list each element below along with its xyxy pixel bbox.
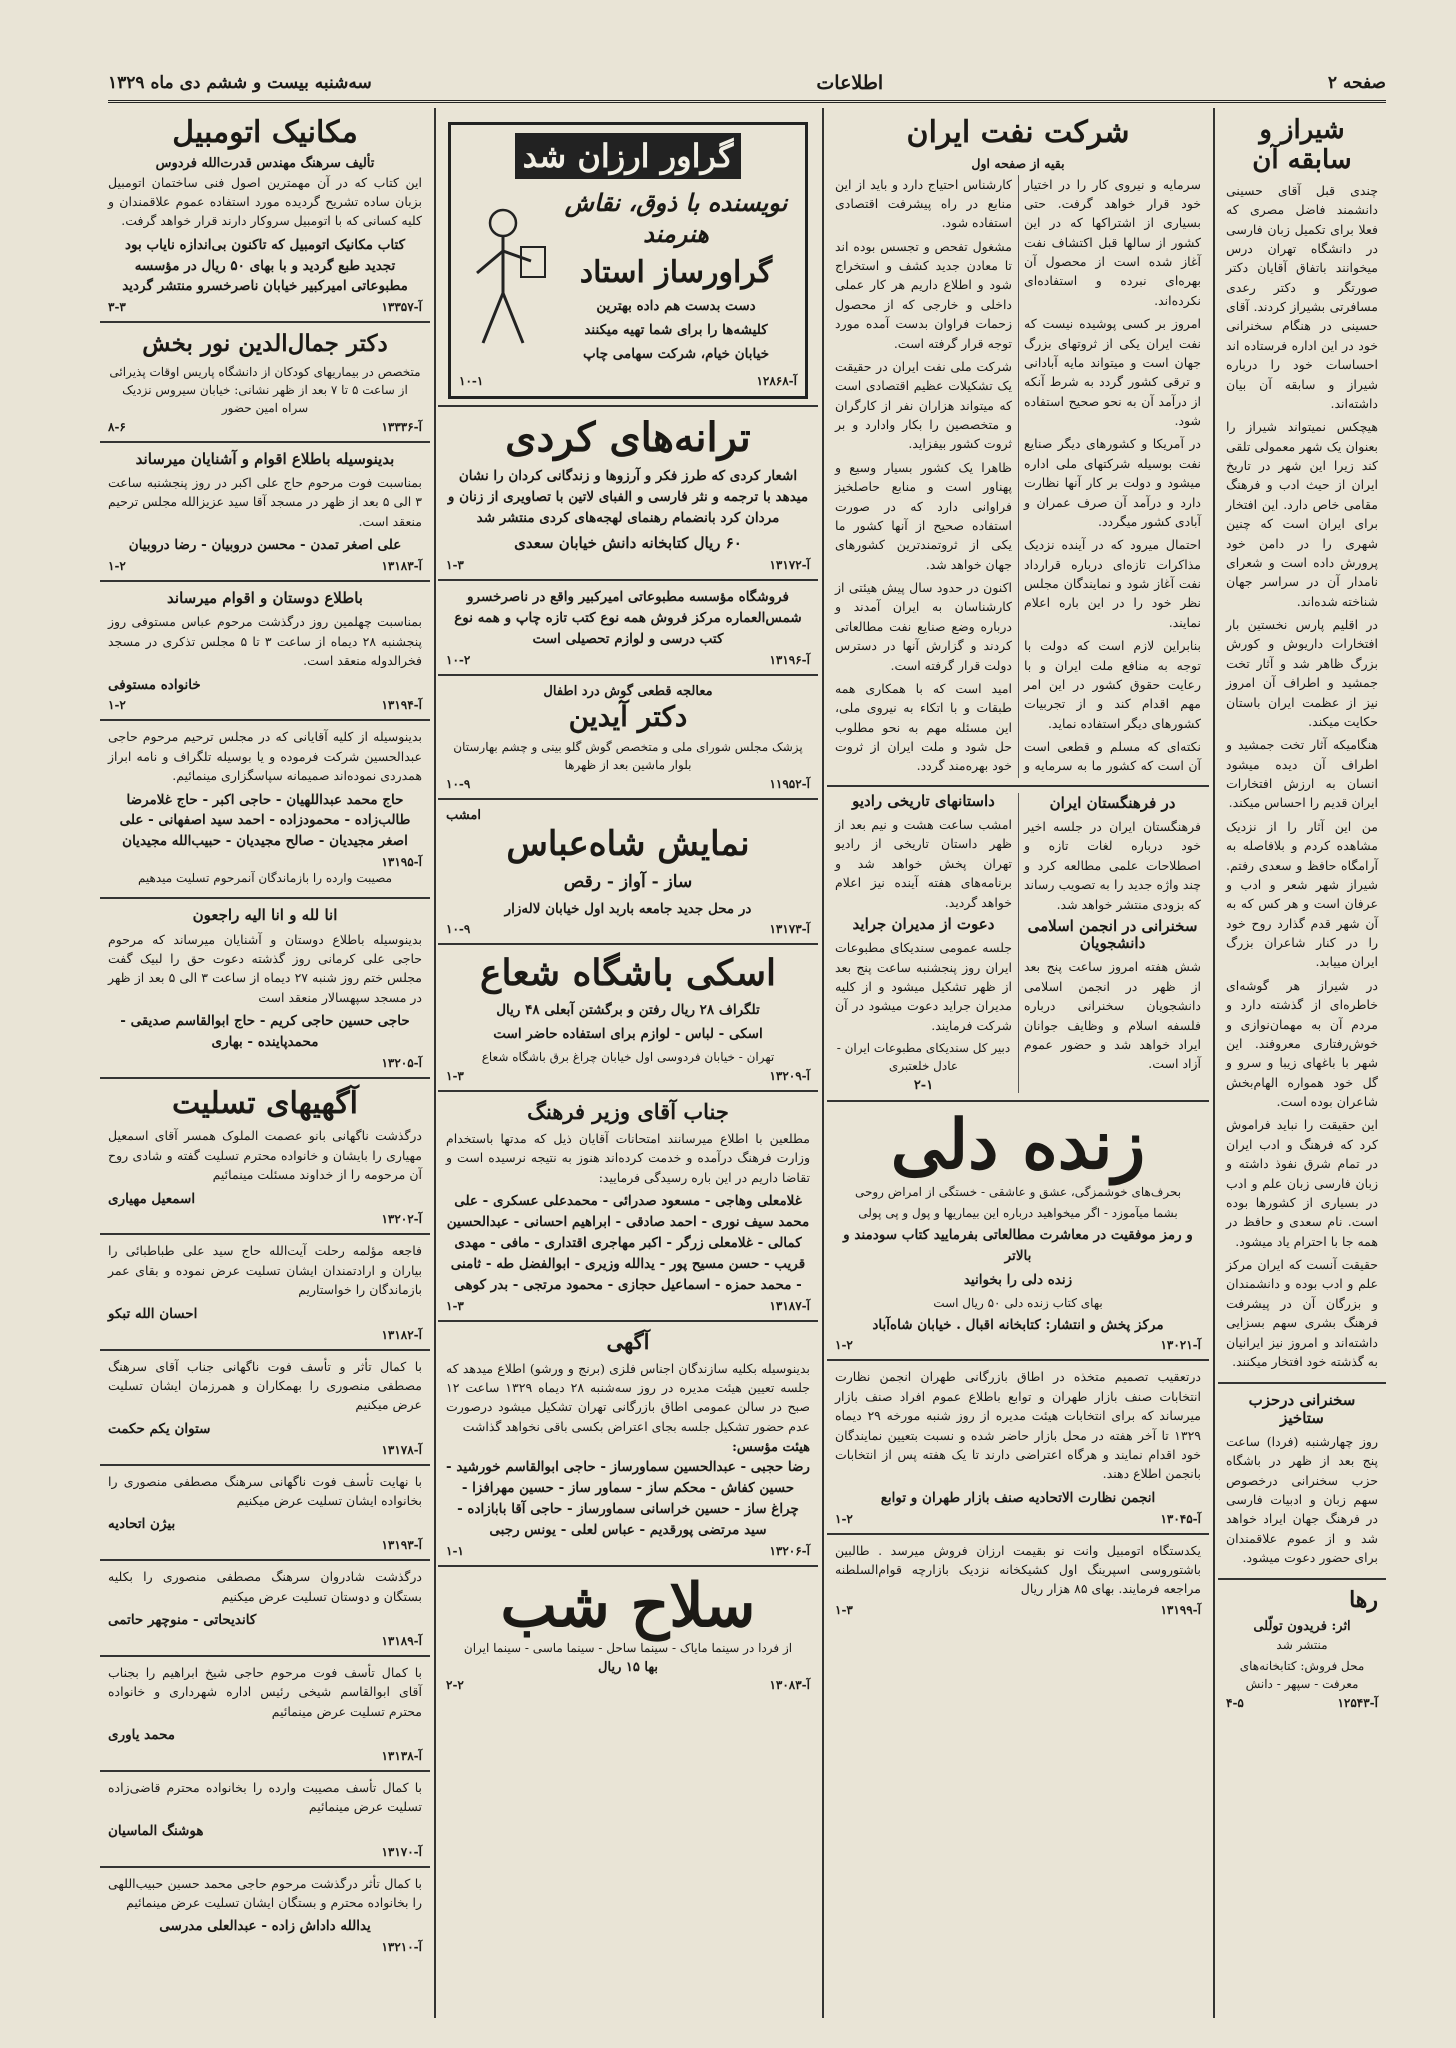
ad-code (108, 1845, 422, 1859)
paragraph: نکته‌ای که مسلم و قطعی است آن است که کشور ما به سرمایه و کارشناس احتیاج دارد و باید از این منابع در راه پیشرفت اقتصادی استفاده شود. (835, 176, 1201, 774)
ad-text-block (555, 187, 797, 368)
paragraph: شرکت ملی نفت ایران در حقیقت یک تشکیلات عظیم اقتصادی است که میتواند هزاران نفر از کارگران و متخصصین را بکار وادارد و بر ثروت کشور بیفزاید. (835, 358, 1012, 452)
ad-code-number: آ-۱۳۱۷۸ (381, 1442, 422, 1457)
ad-code (108, 1443, 422, 1457)
ad-run: ۱۰-۹ (446, 777, 471, 792)
shiraz-article (1218, 108, 1386, 1384)
ad-run: ۱-۲ (835, 1338, 853, 1353)
section-title: آگهیهای تسلیت (172, 1085, 358, 1121)
book-line: محل فروش: کتابخانه‌های معرفت - سپهر - دانش (1239, 1658, 1365, 1691)
ad-text: مطلعین با اطلاع میرسانند امتحانات آقایان ذیل که مدتها باستخدام وزارت فرهنگ درآمده و خدمت کرده‌اند هنوز به نتیجه نرسیده است و تقاضا داریم در این باره رسیدگی فرمایید: (446, 1130, 810, 1185)
ad-banner: گراور ارزان شد (515, 133, 742, 179)
notice-text: با کمال تأسف فوت مرحوم حاجی شیخ ابراهیم را بجناب آقای ابوالقاسم شیخی رئیس اداره شهرداری و خانواده محترم تسلیت عرض مینمائیم (108, 1664, 422, 1719)
ad-code (446, 1069, 810, 1083)
ad-line: معالجه قطعی گوش درد اطفال (543, 683, 713, 699)
column-3 (438, 108, 818, 2018)
ad-run: ۲-۲ (446, 1677, 464, 1692)
notice-signature: خانواده مستوفی (108, 676, 201, 693)
notice-signature: انجمن نظارت الاتحادیه صنف بازار طهران و توابع (880, 1489, 1156, 1506)
ad-code (446, 1678, 810, 1692)
ad-title: مکانیک اتومبیل (172, 115, 358, 150)
book-ad-raha (1218, 1580, 1386, 1716)
ad-tag: امشب (446, 808, 481, 824)
paragraph: این حقیقت را نباید فراموش کرد که فرهنگ و ادب ایران در تمام شرق نفوذ داشته و زبان فارسی زبان علم و ادب در بسیاری از کشورها بوده است. نام سعدی و حافظ در همه جا با احترام یاد میشود. (1226, 1117, 1378, 1249)
memorial-notice (100, 582, 430, 721)
paragraph: حقیقت آنست که ایران مرکز علم و ادب بوده و دانشمندان و بزرگان آن در پیشرفت فرهنگ بشری سهم بسزایی داشته‌اند و امروز نیز ایرانیان به گذشته خود افتخار میکنند. (1226, 1257, 1378, 1369)
ad-code (108, 1634, 422, 1648)
ad-line: دست بدست هم داده بهترین (596, 298, 756, 315)
lecture-notice (1218, 1384, 1386, 1580)
article-title: شرکت نفت ایران (906, 115, 1130, 150)
ad-code-number: آ-۱۳۲۰۵ (381, 1055, 422, 1070)
ad-line: مرکز پخش و انتشار: کتابخانه اقبال . خیابان شاه‌آباد (872, 1316, 1164, 1333)
ad-code-number: آ-۱۳۲۰۶ (769, 1543, 810, 1558)
ad-code-number: آ-۱۳۰۲۱ (1160, 1338, 1201, 1353)
article-title: شیراز و سابقه آن (1252, 115, 1352, 175)
book-title: رها (1349, 1587, 1378, 1614)
notice-text: فاجعه مؤلمه رحلت آیت‌الله حاج سید علی طباطبائی را بیاران و ارادتمندان ایشان تسلیت عرض نموده و بقای عمر بازماندگان را خواستاریم (108, 1243, 422, 1298)
ad-run: ۱-۳ (446, 1068, 464, 1083)
signatory-names: رضا حجبی - عبدالحسین سماورساز - حاجی ابوالقاسم خورشید - حسین کفاش - محکم ساز - سماور ساز - حسین مهرافزا - چراغ ساز - حسین خراسانی سماورساز - حاجی آقا بابازاده - سید مرتضی پورقدیم - عباس لعلی - یونس رجبی (446, 1459, 810, 1538)
notice-text: شش هفته امروز ساعت پنج بعد از ظهر در انجمن اسلامی دانشجویان سخنرانی درباره فلسفه اسلام و وظایف جوانان ایراد خواهد شد و حضور عموم آزاد است. (1024, 959, 1201, 1072)
paragraph: امید است که با همکاری همه طبقات و با اتکاء به نیروی ملی، این مسئله مهم به نحو مطلوب حل شود و ملت ایران از ثروت خود بهره‌مند گردد. (835, 680, 1012, 774)
ad-code-number: آ-۱۲۸۶۸ (756, 374, 797, 389)
ad-code-number: آ-۱۳۱۸۷ (769, 1298, 810, 1313)
ski-club-ad (438, 945, 818, 1091)
paragraph: چندی قبل آقای حسینی دانشمند فاضل مصری که فعلا برای تکمیل زبان فارسی در دانشگاه تهران درس میخوانند باتفاق آقایان دکتر صورتگر و دکتر رعدی مسافرتی بشیراز کردند. آقای حسینی در هنگام سخنرانی خود در این اداره فرستاده اند احساسات خود را درباره شیراز و سابقه آن بیان داشته‌اند. (1226, 182, 1378, 411)
bookstore-ad (438, 581, 818, 676)
notice-signature: یدالله داداش زاده - عبدالعلی مدرسی (159, 1918, 371, 1935)
notice-title: سخنرانی درحزب ستاخیز (1248, 1391, 1356, 1427)
ad-line: اسکی - لباس - لوازم برای استفاده حاضر است (493, 1025, 763, 1042)
condolence-section (100, 1079, 430, 1236)
signatory-names: غلامعلی وهاجی - مسعود صدرائی - محمدعلی عسکری - علی محمد سیف نوری - احمد صادقی - ابراهیم احسانی - عبدالحسین کمالی - غلامعلی زرگر - اکبر مهاجری اقتداری - مافی - مهدی قریب - حسن مسیح پور - یدالله وزیری - ابوالفضل طه - ثامنی - محمد حمزه - اسماعیل حجازی - محمود مرتجی - بدر کوهی (446, 1192, 810, 1293)
ad-code-number: آ-۱۳۲۰۲ (381, 1212, 422, 1227)
ad-run: ۲-۱ (913, 1078, 934, 1093)
zende-deli-ad (827, 1102, 1209, 1361)
ad-run: ۱-۲ (108, 698, 126, 713)
notice-title: انا لله و انا الیه راجعون (192, 906, 338, 925)
notice-text: درتعقیب تصمیم متخذه در اطاق بازرگانی طهران انجمن نظارت انتخابات صنف بازار طهران و توابع باطلاع عموم افراد صنف بازار میرساند که برای انتخابات هیئت مدیره از روز شنبه مورخه ۲۹ دیماه ۱۳۲۹ تا آخر هفته در محل بازار حاضر شده و نسبت بتعیین نمایندگان خود اقدام نمایند و هرگاه اعتراضی دارند تا یک هفته پس از انتخابات بانجمن اطلاع دهند. (835, 1369, 1201, 1482)
ad-text: پزشک مجلس شورای ملی و متخصص گوش گلو بینی و چشم بهارستان بلوار ماشین بعد از ظهرها (453, 740, 803, 773)
column-2 (827, 108, 1209, 2018)
paragraph: بنابراین لازم است که دولت با توجه به منافع ملت ایران و با رعایت حقوق کشور در این امر مهم اقدام کند و از تجربیات کشورهای دیگر استفاده نماید. (1024, 638, 1201, 731)
condolence-notice (100, 1657, 430, 1772)
ad-code (1226, 1696, 1378, 1710)
notice-text: بدینوسیله باطلاع دوستان و آشنایان میرساند که مرحوم حاجی علی کرمانی روز گذشته دعوت حق را لبیک گفت مجلس ختم روز شنبه ۲۷ دیماه از ساعت ۳ الی ۵ بعد از ظهر در مسجد سپهسالار منعقد است (108, 931, 422, 1005)
column-rule (1213, 108, 1215, 2018)
ad-code (108, 300, 422, 314)
condolence-notice (100, 1351, 430, 1466)
ad-code-number: آ-۱۳۱۸۳ (381, 559, 422, 574)
ad-code (108, 1940, 422, 1954)
notice-text: با نهایت تأسف فوت ناگهانی سرهنگ مصطفی منصوری را بخانواده ایشان تسلیت عرض میکنیم (108, 1473, 422, 1508)
ad-run: ۸-۶ (108, 419, 126, 434)
ad-code (108, 420, 422, 434)
ad-title: زنده دلی (890, 1105, 1146, 1185)
ad-code (108, 1749, 422, 1763)
ad-code (446, 1544, 810, 1558)
paragraph: احتمال میرود که در آینده نزدیک مذاکرات تازه‌ای درباره قرارداد نفت آغاز شود و نمایندگان مجلس نظر خود را در این باره اعلام نمایند. (1024, 537, 1201, 630)
column-1 (1218, 108, 1386, 2018)
doctor-aydin-ad (438, 676, 818, 800)
ad-line: بشما میآموزد - اگر میخواهید درباره این بیماریها و پول و پی پولی (858, 1205, 1178, 1220)
ad-code-number: آ-۱۳۱۹۳ (381, 1538, 422, 1553)
ad-text: بدینوسیله بکلیه سازندگان اجناس فلزی (برنج و ورشو) اطلاع میدهد که جلسه تعیین هیئت مدیره در روز سه‌شنبه ۲۸ دیماه ۱۳۲۹ ساعت ۱۲ صبح در سالن عمومی اطاق بازرگانی تهران تشکیل میشود درصورت عدم حضور تشکیل جلسه بجای اعتراض بکسی باقی نخواهد گذاشت (446, 1360, 810, 1434)
book-author: اثر: فریدون تولّلی (1253, 1618, 1351, 1634)
notice-text: بدینوسیله از کلیه آقایانی که در مجلس ترحیم مرحوم حاجی عبدالحسین شرکت فرموده و یا بوسیله تلگراف و نامه ابراز همدردی نموده‌اند صمیمانه سپاسگزاری مینمائیم. (108, 729, 422, 784)
ad-code-number: آ-۱۲۵۴۳ (1337, 1695, 1378, 1710)
notice-signature: محمد یاوری (108, 1727, 176, 1744)
book-line: منتشر شد (1276, 1637, 1328, 1652)
ad-line: کتاب مکانیک اتومبیل که تاکنون بی‌اندازه نایاب بود تجدید طبع گردید و با بهای ۵۰ ریال در مؤسسه مطبوعاتی امیرکبیر خیابان ناصرخسرو منتشر گردید (122, 236, 408, 295)
ad-code-number: آ-۱۳۳۵۷ (381, 300, 422, 315)
notice-text: با کمال تأسف مصیبت وارده را بخانواده محترم قاضی‌زاده تسلیت عرض مینمائیم (108, 1779, 422, 1815)
notice-title: سخنرانی در انجمن اسلامی دانشجویان (1027, 916, 1198, 953)
dr-nourbakhsh-ad (100, 323, 430, 442)
ad-run: ۱-۲ (835, 1511, 853, 1526)
ad-code-number: آ-۱۳۱۹۶ (769, 652, 810, 667)
ad-code (835, 1512, 1201, 1526)
ad-code (108, 1056, 422, 1070)
ad-run: ۱-۲ (108, 559, 126, 574)
ad-code-number: آ-۱۳۱۷۳ (769, 922, 810, 937)
ad-code-number: آ-۱۱۹۵۲ (769, 777, 810, 792)
notice-text: فرهنگستان ایران در جلسه اخیر خود درباره لغات تازه و اصطلاحات علمی مطالعه کرد و چند واژه جدید را به تصویب رساند که بزودی منتشر خواهد شد. (1024, 819, 1201, 912)
ad-run: ۱۰-۲ (446, 652, 471, 667)
ad-text: از فردا در سینما مایاک - سینما ساحل - سینما ماسی - سینما ایران (463, 1640, 793, 1655)
notice-text: درگذشت شادروان سرهنگ مصطفی منصوری را بکلیه بستگان و دوستان تسلیت عرض میکنیم (108, 1569, 422, 1604)
ad-run: ۱۰-۹ (446, 922, 471, 937)
notice-text: بمناسبت فوت مرحوم حاج علی اکبر در روز پنجشنبه ساعت ۳ الی ۵ بعد از ظهر در مسجد آقا سید عزیزالله مجلس ترحیم منعقد است. (108, 475, 422, 529)
ad-code-number: آ-۱۳۱۹۵ (381, 855, 422, 870)
ad-title: جناب آقای وزیر فرهنگ (527, 1098, 729, 1124)
ad-code (446, 777, 810, 791)
ad-line: تلگراف ۲۸ ریال رفتن و برگشتن آبعلی ۴۸ ریال (496, 1001, 760, 1018)
ad-code (108, 698, 422, 712)
ad-line: بحرف‌های خوشمزگی، عشق و عاشقی - خستگی از امراض روحی (854, 1184, 1182, 1199)
memorial-notice (100, 443, 430, 582)
paragraph: امروز بر کسی پوشیده نیست که نفت ایران یکی از ثروتهای بزرگ جهان است و میتواند مایه آبادانی و ترقی کشور گردد به شرط آنکه از درآمد آن به نحو صحیح استفاده شود. (1024, 316, 1201, 428)
signatory-label: هیئت مؤسس: (732, 1440, 810, 1456)
ad-run: ۱-۳ (446, 1298, 464, 1313)
notice-text: بمناسبت چهلمین روز درگذشت مرحوم عباس مستوفی روز پنجشنبه ۲۸ دیماه از ساعت ۳ تا ۵ مجلس تذکری در مسجد فخرالدوله منعقد است. (108, 614, 422, 669)
ad-text: اشعار کردی که طرز فکر و آرزوها و زندگانی کردان را نشان میدهد با ترجمه و نثر فارسی و الفبای لاتین با تصاویری از زنان و مردان کرد بانضمام رهنمای لهجه‌های کردی منتشر شد (447, 468, 809, 526)
paragraph: در شیراز هر گوشه‌ای خاطره‌ای از گذشته دارد و مردم آن به مهمان‌نوازی و خوش‌رفتاری معروفند. این شهر با باغهای زیبا و سرو و گل خود همواره الهام‌بخش شاعران بوده است. (1226, 977, 1378, 1110)
ad-code (108, 1328, 422, 1342)
ad-line: تهران - خیابان فردوسی اول خیابان چراغ برق باشگاه شعاع (481, 1049, 775, 1064)
film-ad (438, 1567, 818, 1699)
paragraph: هیچکس نمیتواند شیراز را بعنوان یک شهر معمولی تلقی کند زیرا این شهر در تاریخ ایران از حیث ادب و فرهنگ مقامی خاص دارد. این افتخار برای ایران است که چنین شهری را در دامن خود پرورش داده است و شعرای نامدار آن در سراسر جهان شناخته شده‌اند. (1226, 419, 1378, 609)
paragraph: مشغول تفحص و تجسس بوده اند تا معادن جدید کشف و استخراج شود و اطلاع داریم هر کار عملی داخلی و خارجی که از محصول زحمات فراوان بدست آمده مورد توجه قرار گرفته است. (835, 238, 1012, 351)
auto-mechanics-book-ad (100, 108, 430, 323)
ad-body (459, 187, 797, 368)
ad-code-number: آ-۱۳۱۷۲ (769, 558, 810, 573)
paragraph: اکنون در حدود سال پیش هیئتی از کارشناسان به ایران آمدند و درباره وضع صنایع نفت مطالعاتی کردند و گزارش آنها در دسترس دولت قرار گرفته است. (835, 580, 1012, 673)
ad-code-number: آ-۱۳۲۰۹ (769, 1068, 810, 1083)
short-notices (827, 787, 1209, 1102)
ad-text: این کتاب که در آن مهمترین اصول فنی ساختمان اتومبیل بزبان ساده تشریح گردیده مورد استفاده عموم علاقمندان و کلیه کسانی که با اتومبیل سروکار دارند قرار خواهد گرفت. (108, 174, 422, 229)
paragraph: ظاهرا یک کشور بسیار وسیع و پهناور است و منابع حاصلخیز فراوانی دارد که در صورت استفاده صحیح از آنها کشور ما یکی از ثروتمندترین کشورهای جهان خواهد شد. (835, 459, 1012, 572)
ad-author: تألیف سرهنگ مهندس قدرت‌الله فردوس (155, 155, 375, 171)
ad-text: متخصص در بیماریهای کودکان از دانشگاه پاریس اوقات پذیرائی از ساعت ۵ تا ۷ بعد از ظهر نشانی: خیابان سیروس نزدیک سراه امین حضور (109, 364, 421, 415)
page-label: صفحه ۲ (1327, 73, 1386, 93)
ad-code (446, 558, 810, 572)
ad-run: ۱-۱ (446, 1543, 464, 1558)
ad-title: دکتر جمال‌الدین نور بخش (142, 330, 388, 358)
ad-code (108, 559, 422, 573)
notice-signature: حاجی حسین حاجی کریم - حاج ابوالقاسم صدیقی - محمدپاینده - بهاری (120, 1013, 410, 1050)
notice-title: دعوت از مدیران جراید (852, 914, 995, 933)
notice-title: باطلاع دوستان و اقوام میرساند (167, 589, 363, 608)
ad-subtitle: ساز - آواز - رقص (563, 872, 693, 893)
ad-code-number: آ-۱۳۱۷۰ (381, 1844, 422, 1859)
condolence-notice (100, 1466, 430, 1562)
condolence-notice (100, 1772, 430, 1868)
ad-price: ۶۰ ریال کتابخانه دانش خیابان سعدی (514, 533, 742, 552)
artist-illustration (459, 203, 547, 353)
notice-signature: ستوان یکم حکمت (108, 1420, 211, 1437)
oil-body (835, 175, 1201, 778)
ad-line: زنده دلی را بخوانید (963, 1271, 1073, 1288)
paragraph: من این آثار را از نزدیک مشاهده کردم و بلافاصله به آرامگاه حافظ و سعدی رفتم. شیراز شهر شعر و ادب و عرفان است و هر کس که به آن شهر قدم گذارد روح خود را در کنار شاعران بزرگ ایران مییابد. (1226, 818, 1378, 970)
metal-makers-notice (438, 1322, 818, 1567)
engraving-ad (448, 122, 808, 399)
ad-run: ۱-۳ (446, 558, 464, 573)
column-rule (434, 108, 436, 2018)
ad-run: ۱-۳ (835, 1602, 853, 1617)
notice-signature: هوشنگ الماسیان (108, 1822, 204, 1839)
ad-title: اسکی باشگاه شعاع (480, 952, 776, 995)
ad-line: خیابان خیام، شرکت سهامی چاپ (582, 346, 770, 363)
memorial-notice (100, 899, 430, 1079)
thanks-notice (100, 721, 430, 899)
ad-title: سلاح شب (500, 1570, 756, 1641)
condolence-notice (100, 1868, 430, 1962)
notice-title: بدینوسیله باطلاع اقوام و آشنایان میرساند (135, 449, 395, 468)
paragraph: در آمریکا و کشورهای دیگر صنایع نفت بوسیله شرکتهای ملی اداره میشود و دولت بر کار آنها نظارت دارد و درآمد آن صرف عمران و آبادی کشور میگردد. (1024, 436, 1201, 529)
ad-title: آگهی (606, 1328, 650, 1354)
ad-line: و رمز موفقیت در معاشرت مطالعاتی بفرمایید کتاب سودمند و بالاتر (843, 1226, 1193, 1264)
notice-title: در فرهنگستان ایران (1049, 793, 1176, 812)
ad-code-number: آ-۱۳۳۳۶ (381, 419, 422, 434)
ad-code (446, 922, 810, 936)
ad-title: دکتر آیدین (568, 699, 688, 733)
ad-code (835, 1338, 1201, 1352)
ad-code (108, 855, 422, 869)
notice-signature: حاج محمد عبداللهیان - حاجی اکبر - حاج غلامرضا طالب‌زاده - محمودزاده - احمد سید اصفهانی - علی اصغر مجیدیان - صالح مجیدیان - حبیب‌الله مجیدیان (119, 791, 411, 850)
paragraph: در اقلیم پارس نخستین بار افتخارات داریوش و کورش بزرگ ظاهر شد و آثار تخت جمشید و اطراف آن امروز نیز از عظمت ایران باستان حکایت میکند. (1226, 617, 1378, 729)
ad-line: گراورساز استاد (579, 255, 773, 291)
notice-title: داستانهای تاریخی رادیو (852, 791, 995, 810)
ad-code (446, 1299, 810, 1313)
ad-code-number: آ-۱۳۲۱۰ (381, 1940, 422, 1955)
condolence-notice (100, 1561, 430, 1657)
kurdish-songs-ad (438, 405, 818, 581)
ad-code-number: آ-۱۳۱۸۲ (381, 1327, 422, 1342)
culture-minister-letter (438, 1092, 818, 1322)
paragraph: هنگامیکه آثار تخت جمشید و اطراف آن دیده میشود انسان به ارزش افتخارات ایران قدیم را احساس میکند. (1226, 737, 1378, 811)
paragraph: سرمایه و نیروی کار را در اختیار خود قرار خواهد گرفت. حتی بسیاری از اشتراکها که در این کشور از سالها قبل اکتشاف نفت آغاز شده است از محصول آن بهره‌ای نبرده و استفاده‌ای نکرده‌اند. (1024, 176, 1201, 308)
notice-text: امشب ساعت هشت و نیم بعد از ظهر داستان تاریخی از رادیو تهران پخش خواهد شد و برنامه‌های هفته آینده نیز اعلام خواهد گردید. (835, 817, 1012, 910)
ad-text: فروشگاه مؤسسه مطبوعاتی امیرکبیر واقع در ناصرخسرو شمس‌العماره مرکز فروش همه نوع کتب تازه چاپ و همه نوع کتب درسی و لوازم تحصیلی است (454, 589, 802, 647)
ad-text: یکدستگاه اتومبیل وانت نو بقیمت ارزان فروش میرسد . طالبین باشتوروسی اسپرینگ اول کشیکخانه نزدیک بازارچه قوام‌السلطنه مراجعه فرمایند. بهای ۸۵ هزار ریال (835, 1542, 1201, 1597)
notice-text: با کمال تأثر و تأسف فوت ناگهانی جناب آقای سرهنگ مصطفی منصوری را بهمکاران و همرزمان ایشان تسلیت عرض میکنیم (108, 1358, 422, 1413)
ad-code (446, 653, 810, 667)
column-rule (822, 108, 824, 2018)
notice-signature: اسمعیل مهیاری (108, 1190, 196, 1207)
ad-code-number: آ-۱۳۱۸۹ (381, 1633, 422, 1648)
ad-title: ترانه‌های کردی (505, 414, 751, 462)
ad-code-number: آ-۱۳۱۳۸ (381, 1748, 422, 1763)
ad-run: ۴-۵ (1226, 1695, 1244, 1710)
ad-line: کلیشه‌ها را برای شما تهیه میکنند (584, 322, 768, 339)
notice-text: با کمال تأثر درگذشت مرحوم حاجی محمد حسین حبیب‌اللهی را بخانواده محترم و بستگان ایشان تسلیت عرض مینمائیم (108, 1875, 422, 1910)
ad-title: نمایش شاه‌عباس (506, 824, 750, 865)
condolence-notice (100, 1235, 430, 1350)
ad-code (108, 1212, 422, 1226)
ad-code-number: آ-۱۳۱۹۹ (1160, 1602, 1201, 1617)
ad-line: نویسنده با ذوق، نقاش هنرمند (564, 188, 788, 249)
ad-code (459, 374, 797, 388)
ad-code-number: آ-۱۳۰۴۵ (1160, 1511, 1201, 1526)
election-notice (827, 1361, 1209, 1534)
car-sale-ad (827, 1535, 1209, 1624)
ad-code-number: آ-۱۳۰۸۳ (769, 1677, 810, 1692)
paper-name: اطلاعات (816, 72, 884, 94)
ad-code (835, 1603, 1201, 1617)
notice-signature: بیژن اتحادیه (108, 1516, 176, 1533)
notice-signature: کاندیحاتی - منوچهر حاتمی (108, 1611, 257, 1628)
ad-run: ۳-۳ (108, 300, 126, 315)
notice-signature: دبیر کل سندیکای مطبوعات ایران - عادل خلعتبری (836, 1041, 1011, 1073)
notice-signature: علی اصغر تمدن - محسن دروبیان - رضا دروبیان (128, 537, 402, 554)
notice-footer: مصیبت وارده را بازماندگان آنمرحوم تسلیت میدهیم (137, 871, 393, 886)
shah-abbas-show-ad (438, 800, 818, 945)
ad-code-number: آ-۱۳۱۹۴ (381, 698, 422, 713)
ad-code (108, 1538, 422, 1552)
ad-price: بها ۱۵ ریال (598, 1659, 658, 1675)
column-4 (100, 108, 430, 2018)
oil-article (827, 108, 1209, 787)
notice-signature: احسان الله تبکو (108, 1305, 198, 1322)
ad-run: ۱۰-۱ (459, 374, 484, 389)
notice-text: جلسه عمومی سندیکای مطبوعات ایران روز پنجشنبه ساعت پنج بعد از ظهر تشکیل میشود و از کلیه مدیران جراید دعوت میشود در آن شرکت فرمایند. (835, 940, 1012, 1033)
page-header (108, 66, 1386, 103)
ad-text: در محل جدید جامعه باربد اول خیابان لاله‌زار (504, 900, 752, 917)
ad-line: بهای کتاب زنده دلی ۵۰ ریال است (933, 1295, 1103, 1310)
notice-text: روز چهارشنبه (فردا) ساعت پنج بعد از ظهر در باشگاه حزب سخنرانی درخصوص سهم زبان و ادبیات فارسی در فرهنگ جهان ایراد خواهد شد و از عموم علاقمندان برای حضور دعوت میشود. (1226, 1433, 1378, 1566)
notice-text: درگذشت ناگهانی بانو عصمت الملوک همسر آقای اسمعیل مهیاری را بایشان و خانواده محترم تسلیت گفته و شادی روح آن مرحومه را از خداوند مسئلت مینمائیم (108, 1128, 422, 1183)
article-subtitle: بقیه از صفحه اول (971, 155, 1065, 171)
issue-date: سه‌شنبه بیست و ششم دی ماه ۱۳۲۹ (108, 73, 372, 93)
